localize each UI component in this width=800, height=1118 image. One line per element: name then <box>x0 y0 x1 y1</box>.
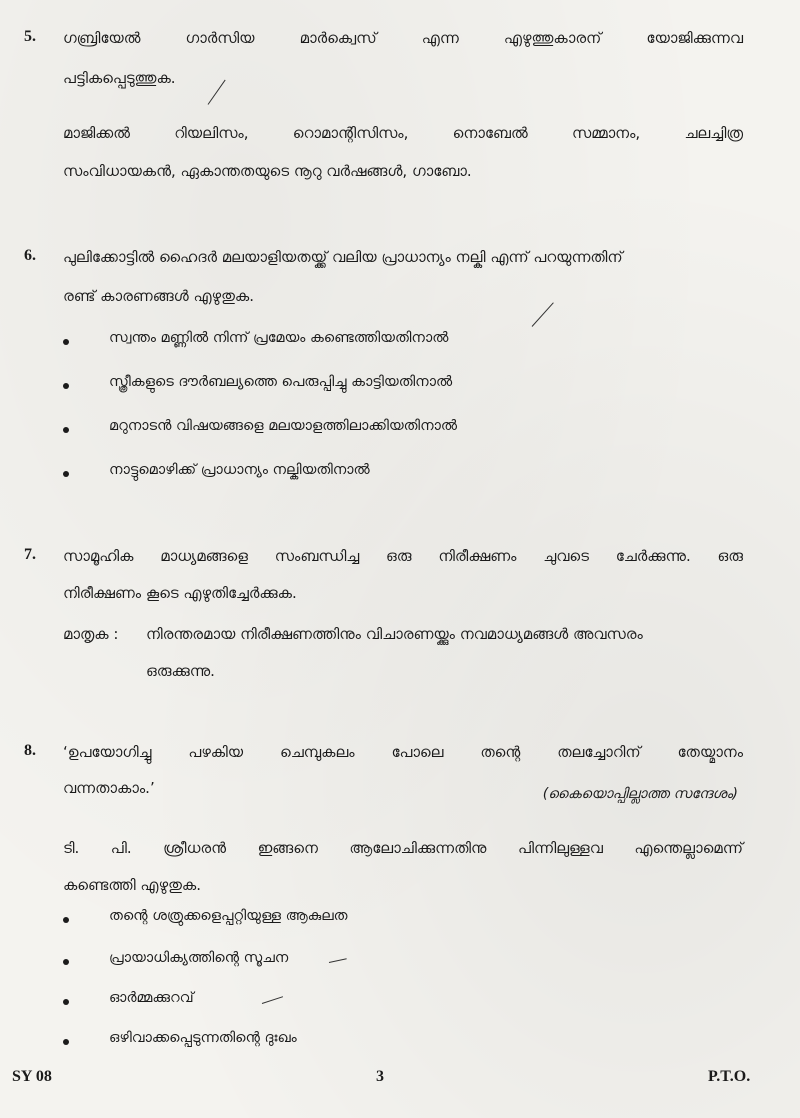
question-text-line: രണ്ട് കാരണങ്ങൾ എഴുതുക. <box>63 287 254 305</box>
bullet-icon <box>63 917 69 923</box>
model-text-line: ഒരുക്കുന്നു. <box>146 662 215 680</box>
page-number: 3 <box>376 1068 384 1085</box>
bullet-icon <box>63 1039 69 1045</box>
quote-line: വന്നതാകാം.’ <box>63 779 155 797</box>
question-number: 7. <box>24 546 36 563</box>
bullet-icon <box>63 427 69 433</box>
bullet-icon <box>63 383 69 389</box>
question-text-line: സാമൂഹിക മാധ്യമങ്ങളെ സംബന്ധിച്ച ഒരു നിരീക്ഷണം ചുവടെ ചേർക്കുന്നു. ഒരു <box>63 547 743 565</box>
pto-label: P.T.O. <box>708 1068 751 1085</box>
question-text-line: കണ്ടെത്തി എഴുതുക. <box>63 876 201 894</box>
quote-source: (കൈയൊപ്പില്ലാത്ത സന്ദേശം) <box>542 786 738 802</box>
options-line: മാജിക്കൽ റിയലിസം, റൊമാന്റിസിസം, നൊബേൽ സമ്മാനം, ചലച്ചിത്ര <box>63 124 743 142</box>
model-label: മാതൃക : <box>63 625 119 643</box>
question-text-line: നിരീക്ഷണം കൂടെ എഴുതിച്ചേർക്കുക. <box>63 584 297 602</box>
question-number: 6. <box>24 247 36 264</box>
bullet-icon <box>63 999 69 1005</box>
bullet-icon <box>63 959 69 965</box>
pen-mark <box>262 996 283 1004</box>
question-text-line: പട്ടികപ്പെടുത്തുക. <box>63 69 176 87</box>
quote-line: ‘ഉപയോഗിച്ചു പഴകിയ ചെമ്പുകലം പോലെ തന്റെ തലച്ചോറിന് തേയ്മാനം <box>63 743 743 761</box>
question-text-line: ടി. പി. ശ്രീധരൻ ഇങ്ങനെ ആലോചിക്കുന്നതിനു പിന്നിലുള്ളവ എന്തെല്ലാമെന്ന് <box>63 839 743 857</box>
question-text-line: ഗബ്രിയേൽ ഗാർസിയ മാർക്വെസ് എന്ന എഴുത്തുകാരന് യോജിക്കുന്നവ <box>63 29 743 47</box>
pen-mark <box>329 958 347 963</box>
question-number: 5. <box>24 28 36 45</box>
paper-code: SY 08 <box>12 1068 52 1085</box>
bullet-icon <box>63 339 69 345</box>
options-line: സംവിധായകൻ, ഏകാന്തതയുടെ നൂറു വർഷങ്ങൾ, ഗാബോ. <box>63 162 472 180</box>
question-number: 8. <box>24 742 36 759</box>
model-text-line: നിരന്തരമായ നിരീക്ഷണത്തിനും വിചാരണയ്ക്കും നവമാധ്യമങ്ങൾ അവസരം <box>146 625 643 643</box>
question-text-line: പുലിക്കോട്ടിൽ ഹൈദർ മലയാളിയതയ്ക്ക് വലിയ പ്രാധാന്യം നല്കി എന്ന് പറയുന്നതിന് <box>63 248 623 266</box>
bullet-icon <box>63 471 69 477</box>
